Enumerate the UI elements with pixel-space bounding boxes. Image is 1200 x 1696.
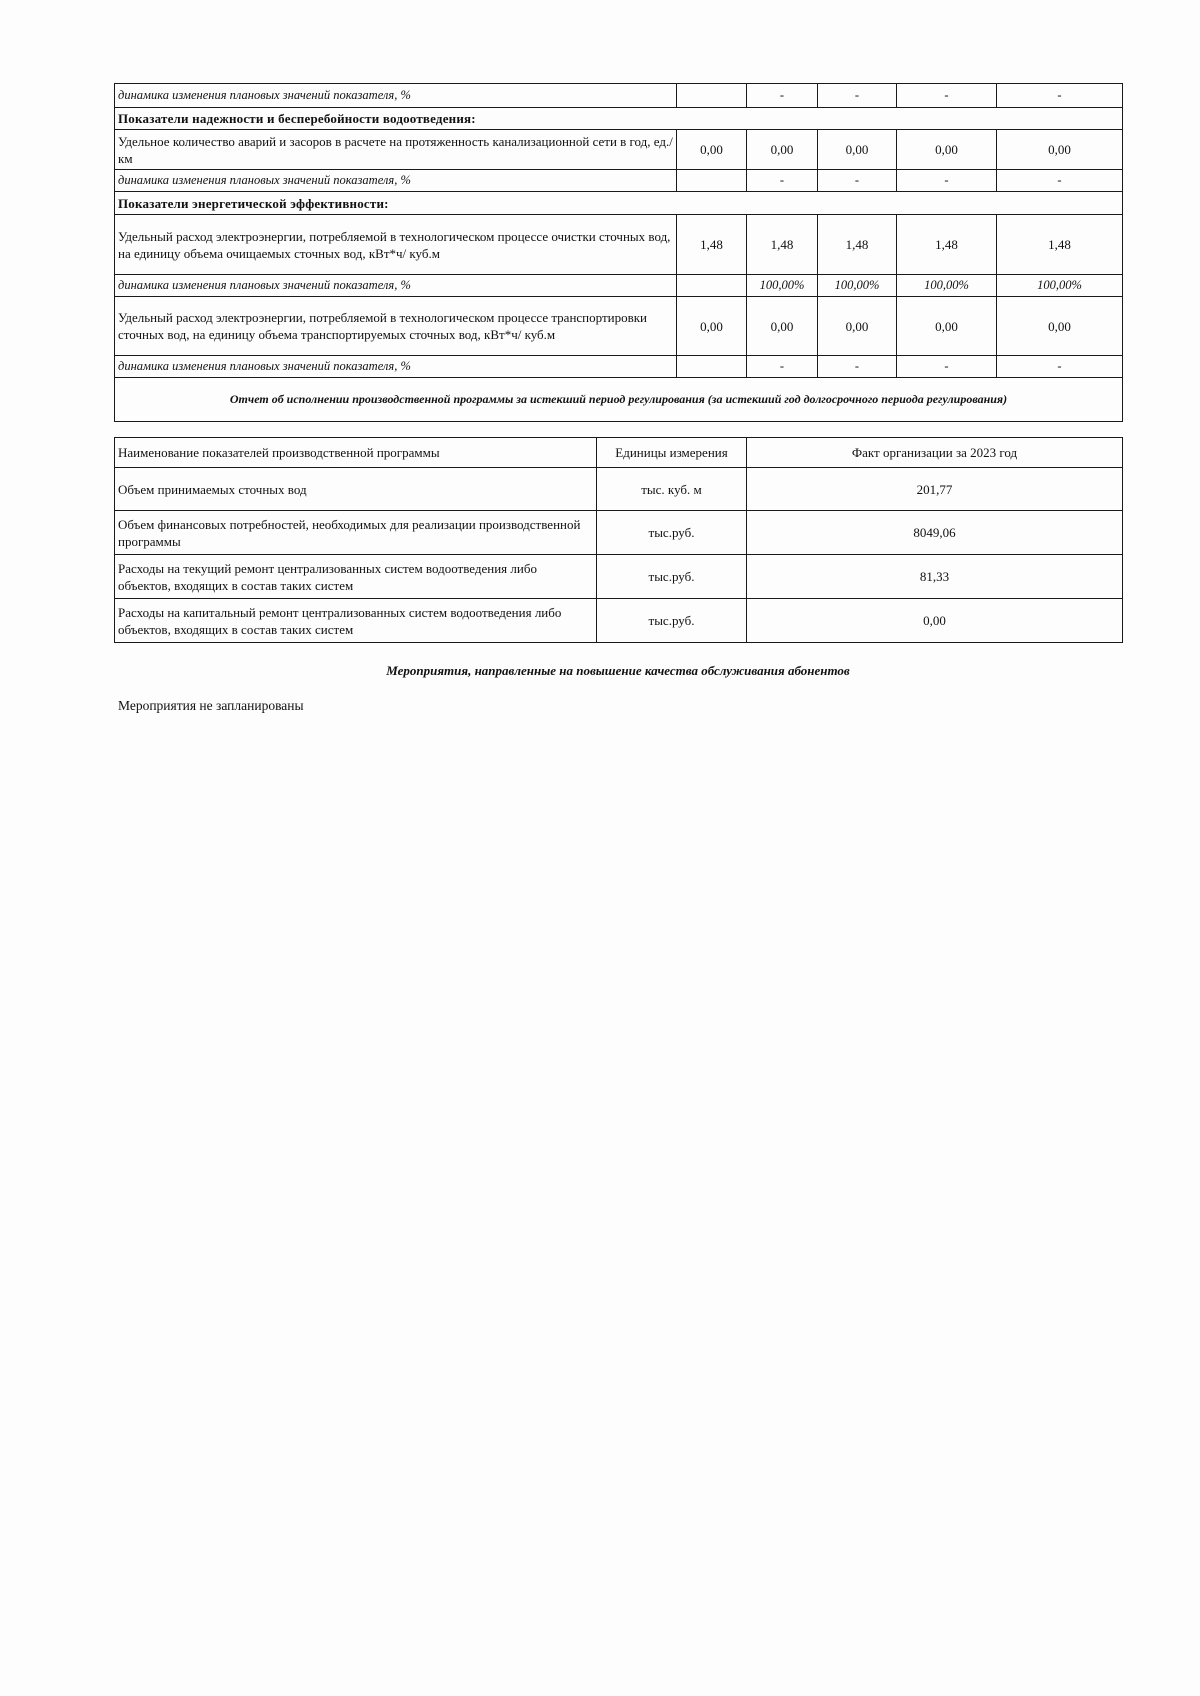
value-cell: 1,48 bbox=[997, 215, 1123, 275]
value-cell: 1,48 bbox=[747, 215, 818, 275]
row-unit: тыс.руб. bbox=[597, 511, 747, 555]
column-header-name: Наименование показателей производственной программы bbox=[115, 438, 597, 468]
column-header-fact: Факт организации за 2023 год bbox=[747, 438, 1123, 468]
value-cell: 100,00% bbox=[997, 275, 1123, 297]
row-label: динамика изменения плановых значений показателя, % bbox=[115, 275, 677, 297]
value-cell bbox=[677, 84, 747, 108]
value-cell bbox=[677, 170, 747, 192]
value-cell: 0,00 bbox=[818, 130, 897, 170]
report-title: Отчет об исполнении производственной программы за истекший период регулирования (за истекший год долгосрочного периода регулирования) bbox=[115, 378, 1123, 422]
row-unit: тыс.руб. bbox=[597, 555, 747, 599]
value-cell: - bbox=[818, 356, 897, 378]
value-cell: - bbox=[818, 84, 897, 108]
value-cell: - bbox=[997, 84, 1123, 108]
value-cell: 0,00 bbox=[747, 297, 818, 356]
row-label: Удельное количество аварий и засоров в расчете на протяженность канализационной сети в год, ед./км bbox=[115, 130, 677, 170]
value-cell: - bbox=[897, 356, 997, 378]
row-label: динамика изменения плановых значений показателя, % bbox=[115, 170, 677, 192]
value-cell: 0,00 bbox=[997, 130, 1123, 170]
row-fact: 0,00 bbox=[747, 599, 1123, 643]
row-label: Удельный расход электроэнергии, потребляемой в технологическом процессе очистки сточных вод, на единицу объема очищаемых сточных вод, кВт*ч/ куб.м bbox=[115, 215, 677, 275]
row-name: Расходы на капитальный ремонт централизованных систем водоотведения либо объектов, входящих в состав таких систем bbox=[115, 599, 597, 643]
value-cell: 0,00 bbox=[897, 130, 997, 170]
report-table bbox=[114, 437, 1123, 643]
row-name: Объем финансовых потребностей, необходимых для реализации производственной программы bbox=[115, 511, 597, 555]
value-cell: 100,00% bbox=[818, 275, 897, 297]
table-row bbox=[115, 215, 1123, 275]
value-cell: - bbox=[897, 84, 997, 108]
table-row bbox=[115, 297, 1123, 356]
table-row bbox=[115, 130, 1123, 170]
value-cell: - bbox=[997, 356, 1123, 378]
table-row bbox=[115, 555, 1123, 599]
row-fact: 81,33 bbox=[747, 555, 1123, 599]
value-cell: - bbox=[897, 170, 997, 192]
row-label: Удельный расход электроэнергии, потребляемой в технологическом процессе транспортировки сточных вод, на единицу объема транспортируемых сточных вод, кВт*ч/ куб.м bbox=[115, 297, 677, 356]
value-cell: - bbox=[747, 170, 818, 192]
row-label: динамика изменения плановых значений показателя, % bbox=[115, 356, 677, 378]
measures-heading: Мероприятия, направленные на повышение качества обслуживания абонентов bbox=[386, 663, 850, 678]
value-cell: 1,48 bbox=[677, 215, 747, 275]
value-cell: 100,00% bbox=[747, 275, 818, 297]
value-cell: 0,00 bbox=[677, 130, 747, 170]
report-title-row bbox=[115, 378, 1123, 422]
row-unit: тыс. куб. м bbox=[597, 468, 747, 511]
table-row bbox=[115, 468, 1123, 511]
section-row bbox=[115, 108, 1123, 130]
section-row bbox=[115, 192, 1123, 215]
value-cell: 0,00 bbox=[897, 297, 997, 356]
table-row bbox=[115, 275, 1123, 297]
indicators-table bbox=[114, 83, 1123, 422]
section-heading-energy: Показатели энергетической эффективности: bbox=[115, 192, 1123, 215]
column-header-unit: Единицы измерения bbox=[597, 438, 747, 468]
value-cell: 0,00 bbox=[677, 297, 747, 356]
value-cell: 1,48 bbox=[897, 215, 997, 275]
row-label: динамика изменения плановых значений показателя, % bbox=[115, 84, 677, 108]
value-cell: - bbox=[747, 356, 818, 378]
value-cell bbox=[677, 275, 747, 297]
value-cell: - bbox=[747, 84, 818, 108]
measures-text: Мероприятия не запланированы bbox=[118, 698, 304, 713]
table-header-row bbox=[115, 438, 1123, 468]
row-name: Объем принимаемых сточных вод bbox=[115, 468, 597, 511]
table-row bbox=[115, 356, 1123, 378]
table-row bbox=[115, 84, 1123, 108]
value-cell: 100,00% bbox=[897, 275, 997, 297]
table-row bbox=[115, 599, 1123, 643]
section-heading-reliability: Показатели надежности и бесперебойности водоотведения: bbox=[115, 108, 1123, 130]
row-name: Расходы на текущий ремонт централизованных систем водоотведения либо объектов, входящих в состав таких систем bbox=[115, 555, 597, 599]
value-cell bbox=[677, 356, 747, 378]
row-fact: 8049,06 bbox=[747, 511, 1123, 555]
table-row bbox=[115, 511, 1123, 555]
value-cell: 0,00 bbox=[747, 130, 818, 170]
value-cell: 0,00 bbox=[818, 297, 897, 356]
value-cell: - bbox=[997, 170, 1123, 192]
value-cell: 1,48 bbox=[818, 215, 897, 275]
row-unit: тыс.руб. bbox=[597, 599, 747, 643]
value-cell: - bbox=[818, 170, 897, 192]
value-cell: 0,00 bbox=[997, 297, 1123, 356]
row-fact: 201,77 bbox=[747, 468, 1123, 511]
table-row bbox=[115, 170, 1123, 192]
